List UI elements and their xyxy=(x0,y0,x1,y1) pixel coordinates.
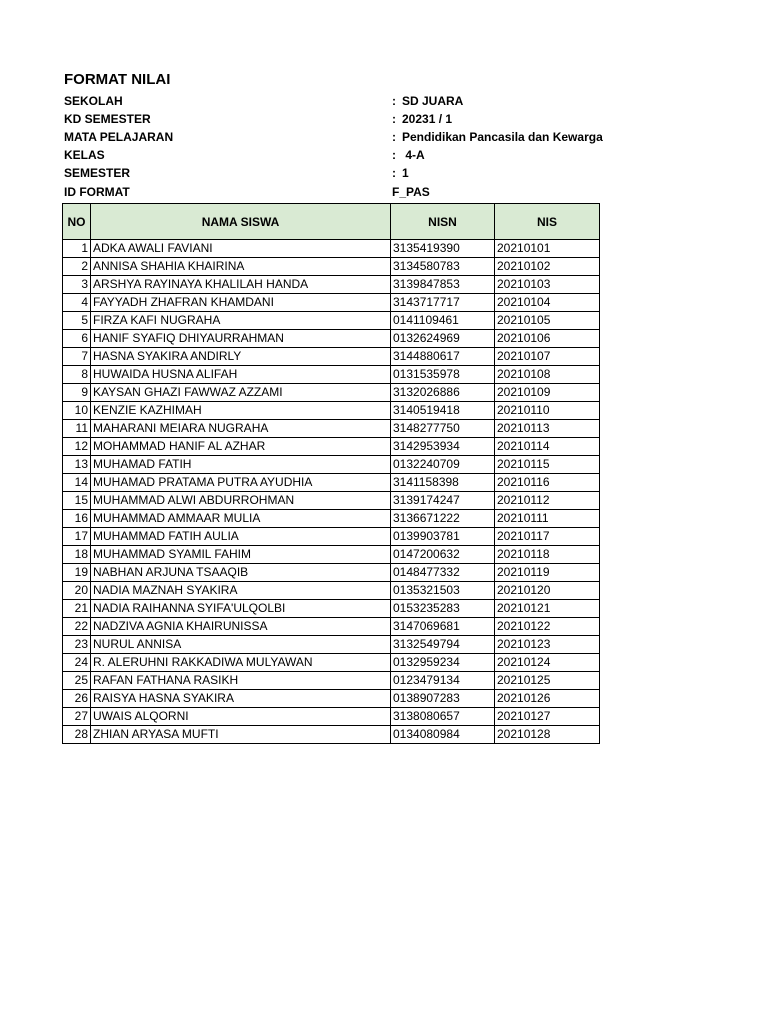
table-row xyxy=(63,402,600,420)
cell-student-name: HANIF SYAFIQ DHIYAURRAHMAN xyxy=(91,330,391,348)
cell-nis: 20210115 xyxy=(495,456,600,474)
cell-nis: 20210108 xyxy=(495,366,600,384)
table-row xyxy=(63,438,600,456)
table-header-row xyxy=(63,204,600,240)
column-header-nis: NIS xyxy=(495,204,600,240)
meta-value: SD JUARA xyxy=(402,94,464,108)
table-row xyxy=(63,366,600,384)
cell-nisn: 0153235283 xyxy=(391,600,495,618)
cell-student-name: MUHAMAD FATIH xyxy=(91,456,391,474)
table-row xyxy=(63,726,600,744)
meta-separator: : xyxy=(392,148,396,162)
meta-value: 20231 / 1 xyxy=(402,112,453,126)
cell-nis: 20210101 xyxy=(495,240,600,258)
cell-nis: 20210110 xyxy=(495,402,600,420)
cell-no: 19 xyxy=(63,564,91,582)
cell-student-name: MUHAMMAD AMMAAR MULIA xyxy=(91,510,391,528)
table-row xyxy=(63,474,600,492)
cell-student-name: FIRZA KAFI NUGRAHA xyxy=(91,312,391,330)
cell-no: 3 xyxy=(63,276,91,294)
cell-no: 26 xyxy=(63,690,91,708)
table-row xyxy=(63,528,600,546)
table-row xyxy=(63,276,600,294)
cell-nisn: 3148277750 xyxy=(391,420,495,438)
table-row xyxy=(63,708,600,726)
cell-student-name: NURUL ANNISA xyxy=(91,636,391,654)
meta-row-kelas xyxy=(64,146,624,164)
cell-no: 2 xyxy=(63,258,91,276)
cell-nisn: 3142953934 xyxy=(391,438,495,456)
table-row xyxy=(63,618,600,636)
cell-student-name: ANNISA SHAHIA KHAIRINA xyxy=(91,258,391,276)
cell-nis: 20210107 xyxy=(495,348,600,366)
cell-nis: 20210120 xyxy=(495,582,600,600)
cell-nis: 20210118 xyxy=(495,546,600,564)
cell-student-name: MAHARANI MEIARA NUGRAHA xyxy=(91,420,391,438)
meta-row-semester xyxy=(64,164,624,182)
cell-nisn: 0134080984 xyxy=(391,726,495,744)
cell-nis: 20210122 xyxy=(495,618,600,636)
cell-nis: 20210111 xyxy=(495,510,600,528)
cell-no: 8 xyxy=(63,366,91,384)
cell-no: 10 xyxy=(63,402,91,420)
cell-student-name: KENZIE KAZHIMAH xyxy=(91,402,391,420)
cell-no: 4 xyxy=(63,294,91,312)
table-row xyxy=(63,294,600,312)
cell-nisn: 0132624969 xyxy=(391,330,495,348)
cell-nisn: 3138080657 xyxy=(391,708,495,726)
cell-nisn: 3139174247 xyxy=(391,492,495,510)
cell-nis: 20210103 xyxy=(495,276,600,294)
cell-nis: 20210123 xyxy=(495,636,600,654)
meta-separator: : xyxy=(392,94,396,108)
cell-nis: 20210117 xyxy=(495,528,600,546)
table-row xyxy=(63,564,600,582)
table-row xyxy=(63,258,600,276)
cell-student-name: MUHAMMAD FATIH AULIA xyxy=(91,528,391,546)
cell-nis: 20210124 xyxy=(495,654,600,672)
cell-nisn: 3136671222 xyxy=(391,510,495,528)
cell-student-name: ADKA AWALI FAVIANI xyxy=(91,240,391,258)
cell-nisn: 3139847853 xyxy=(391,276,495,294)
table-row xyxy=(63,492,600,510)
cell-student-name: RAISYA HASNA SYAKIRA xyxy=(91,690,391,708)
cell-nis: 20210112 xyxy=(495,492,600,510)
cell-student-name: HASNA SYAKIRA ANDIRLY xyxy=(91,348,391,366)
cell-student-name: ARSHYA RAYINAYA KHALILAH HANDA xyxy=(91,276,391,294)
cell-no: 7 xyxy=(63,348,91,366)
cell-nisn: 0148477332 xyxy=(391,564,495,582)
meta-value: 1 xyxy=(402,166,409,180)
cell-no: 25 xyxy=(63,672,91,690)
cell-no: 24 xyxy=(63,654,91,672)
cell-nis: 20210128 xyxy=(495,726,600,744)
cell-student-name: NADIA RAIHANNA SYIFA'ULQOLBI xyxy=(91,600,391,618)
table-row xyxy=(63,456,600,474)
cell-no: 21 xyxy=(63,600,91,618)
meta-label: KD SEMESTER xyxy=(64,112,151,126)
meta-label: SEKOLAH xyxy=(64,94,123,108)
table-row xyxy=(63,582,600,600)
document-title: FORMAT NILAI xyxy=(64,71,171,88)
cell-no: 28 xyxy=(63,726,91,744)
cell-nis: 20210113 xyxy=(495,420,600,438)
meta-value: Pendidikan Pancasila dan Kewarga xyxy=(402,130,603,144)
meta-value: 4-A xyxy=(402,148,425,162)
cell-no: 18 xyxy=(63,546,91,564)
cell-nis: 20210119 xyxy=(495,564,600,582)
student-table xyxy=(62,203,600,744)
cell-nis: 20210126 xyxy=(495,690,600,708)
table-row xyxy=(63,546,600,564)
cell-nisn: 3132549794 xyxy=(391,636,495,654)
meta-label: ID FORMAT xyxy=(64,185,130,199)
cell-no: 14 xyxy=(63,474,91,492)
cell-nis: 20210106 xyxy=(495,330,600,348)
table-row xyxy=(63,654,600,672)
cell-nisn: 3141158398 xyxy=(391,474,495,492)
cell-no: 9 xyxy=(63,384,91,402)
cell-nisn: 0131535978 xyxy=(391,366,495,384)
column-header-name: NAMA SISWA xyxy=(91,204,391,240)
table-row xyxy=(63,672,600,690)
cell-nisn: 0138907283 xyxy=(391,690,495,708)
table-row xyxy=(63,420,600,438)
cell-student-name: HUWAIDA HUSNA ALIFAH xyxy=(91,366,391,384)
cell-student-name: KAYSAN GHAZI FAWWAZ AZZAMI xyxy=(91,384,391,402)
cell-nisn: 3144880617 xyxy=(391,348,495,366)
cell-no: 20 xyxy=(63,582,91,600)
cell-nisn: 3143717717 xyxy=(391,294,495,312)
meta-label: KELAS xyxy=(64,148,105,162)
cell-no: 15 xyxy=(63,492,91,510)
cell-student-name: NADIA MAZNAH SYAKIRA xyxy=(91,582,391,600)
cell-no: 17 xyxy=(63,528,91,546)
table-row xyxy=(63,636,600,654)
table-row xyxy=(63,312,600,330)
cell-no: 16 xyxy=(63,510,91,528)
cell-no: 1 xyxy=(63,240,91,258)
table-row xyxy=(63,600,600,618)
cell-nisn: 0123479134 xyxy=(391,672,495,690)
cell-nis: 20210109 xyxy=(495,384,600,402)
cell-nisn: 3134580783 xyxy=(391,258,495,276)
cell-nisn: 0147200632 xyxy=(391,546,495,564)
cell-no: 5 xyxy=(63,312,91,330)
cell-nisn: 0132959234 xyxy=(391,654,495,672)
cell-student-name: ZHIAN ARYASA MUFTI xyxy=(91,726,391,744)
cell-student-name: UWAIS ALQORNI xyxy=(91,708,391,726)
cell-student-name: MOHAMMAD HANIF AL AZHAR xyxy=(91,438,391,456)
cell-nis: 20210104 xyxy=(495,294,600,312)
cell-nisn: 3147069681 xyxy=(391,618,495,636)
table-row xyxy=(63,240,600,258)
meta-row-kd-semester xyxy=(64,110,624,128)
cell-nisn: 0139903781 xyxy=(391,528,495,546)
cell-nisn: 0132240709 xyxy=(391,456,495,474)
meta-separator: : xyxy=(392,166,396,180)
meta-row-mata-pelajaran xyxy=(64,128,624,146)
cell-student-name: FAYYADH ZHAFRAN KHAMDANI xyxy=(91,294,391,312)
meta-row-id-format xyxy=(64,183,624,201)
cell-nis: 20210125 xyxy=(495,672,600,690)
cell-nisn: 0135321503 xyxy=(391,582,495,600)
cell-no: 23 xyxy=(63,636,91,654)
cell-no: 27 xyxy=(63,708,91,726)
cell-no: 13 xyxy=(63,456,91,474)
meta-separator: : xyxy=(392,112,396,126)
cell-no: 6 xyxy=(63,330,91,348)
cell-nis: 20210127 xyxy=(495,708,600,726)
meta-value: F_PAS xyxy=(392,185,430,199)
cell-nisn: 3132026886 xyxy=(391,384,495,402)
cell-nisn: 3135419390 xyxy=(391,240,495,258)
cell-nis: 20210114 xyxy=(495,438,600,456)
cell-student-name: NADZIVA AGNIA KHAIRUNISSA xyxy=(91,618,391,636)
column-header-no: NO xyxy=(63,204,91,240)
table-row xyxy=(63,510,600,528)
meta-label: SEMESTER xyxy=(64,166,131,180)
cell-student-name: NABHAN ARJUNA TSAAQIB xyxy=(91,564,391,582)
cell-no: 11 xyxy=(63,420,91,438)
cell-no: 12 xyxy=(63,438,91,456)
cell-nis: 20210116 xyxy=(495,474,600,492)
meta-label: MATA PELAJARAN xyxy=(64,130,174,144)
cell-no: 22 xyxy=(63,618,91,636)
cell-nis: 20210105 xyxy=(495,312,600,330)
cell-nis: 20210102 xyxy=(495,258,600,276)
cell-student-name: MUHAMMAD SYAMIL FAHIM xyxy=(91,546,391,564)
cell-nis: 20210121 xyxy=(495,600,600,618)
table-row xyxy=(63,348,600,366)
table-row xyxy=(63,384,600,402)
cell-nisn: 3140519418 xyxy=(391,402,495,420)
meta-row-sekolah xyxy=(64,92,624,110)
meta-separator: : xyxy=(392,130,396,144)
cell-nisn: 0141109461 xyxy=(391,312,495,330)
cell-student-name: MUHAMMAD ALWI ABDURROHMAN xyxy=(91,492,391,510)
column-header-nisn: NISN xyxy=(391,204,495,240)
cell-student-name: RAFAN FATHANA RASIKH xyxy=(91,672,391,690)
table-row xyxy=(63,690,600,708)
table-body xyxy=(63,240,600,744)
table-row xyxy=(63,330,600,348)
cell-student-name: R. ALERUHNI RAKKADIWA MULYAWAN xyxy=(91,654,391,672)
cell-student-name: MUHAMAD PRATAMA PUTRA AYUDHIA xyxy=(91,474,391,492)
